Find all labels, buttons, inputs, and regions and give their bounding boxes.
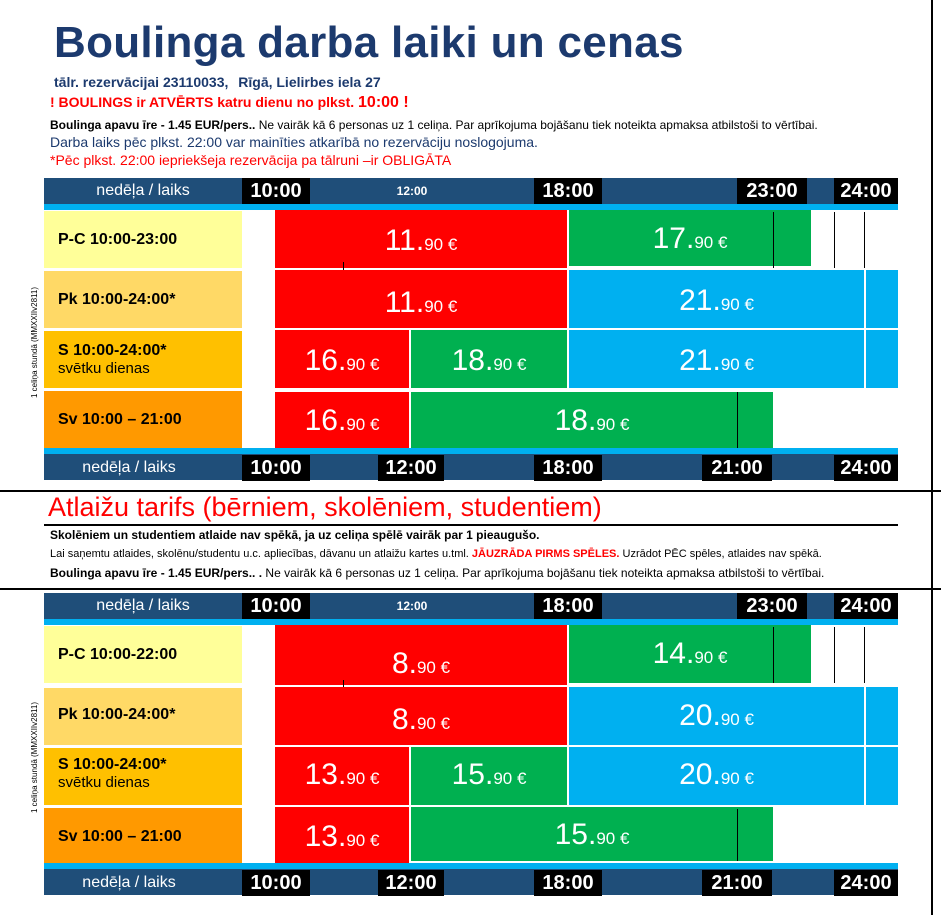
time-21: 21:00 xyxy=(702,870,772,896)
price-cell: 13.90 € xyxy=(275,747,409,805)
grid-line xyxy=(864,212,865,268)
grid-line xyxy=(864,627,865,683)
grid-line xyxy=(737,809,738,861)
price-cell-overflow xyxy=(866,330,898,388)
price-cell: 20.90 € xyxy=(569,747,864,805)
discount-line-2: Lai saņemtu atlaides, skolēnu/studentu u.c. apliecības, dāvanu un atlaižu kartes u.tml. JĀUZRĀDA PIRMS SPĒLES. Uzrādot PĒC spēles, atlaides nav spēkā. xyxy=(50,548,822,560)
section-divider xyxy=(0,588,941,590)
hours-note: Darba laiks pēc plkst. 22:00 var mainīties atkarībā no rezervāciju noslogojuma. xyxy=(50,134,538,150)
header-label: nedēļa / laiks xyxy=(82,459,176,476)
time-12: 12:00 xyxy=(396,184,428,198)
time-12: 12:00 xyxy=(378,870,444,896)
time-24: 24:00 xyxy=(834,455,898,481)
time-21: 21:00 xyxy=(702,455,772,481)
price-cell-overflow xyxy=(866,687,898,745)
time-10: 10:00 xyxy=(242,870,310,896)
day-label: Sv 10:00 – 21:00 xyxy=(44,807,242,863)
day-label: Pk 10:00-24:00* xyxy=(44,687,242,745)
price-cell-overflow xyxy=(866,747,898,805)
side-note-1: 1 celiņa stundā (MMXXIIv2811) xyxy=(30,286,39,398)
price-cell: 17.90 € xyxy=(569,210,811,266)
price-cell: 18.90 € xyxy=(411,392,773,448)
address: Rīgā, Lielirbes iela 27 xyxy=(238,74,381,90)
day-label: P-C 10:00-23:00 xyxy=(44,210,242,268)
side-note-2: 1 celiņa stundā (MMXXIIv2811) xyxy=(30,701,39,813)
discount-line-3: Boulinga apavu īre - 1.45 EUR/pers.. . Ne vairāk kā 6 personas uz 1 celiņa. Par aprīkojuma bojāšanu tiek noteikta apmaksa atbilstoši to vērtībai. xyxy=(50,566,825,580)
price-cell-overflow xyxy=(866,270,898,328)
price-cell: 21.90 € xyxy=(569,270,864,328)
reservation-note: *Pēc plkst. 22:00 iepriekšeja rezervācija pa tālruni –ir OBLIGĀTA xyxy=(50,152,452,168)
discount-line-1: Skolēniem un studentiem atlaide nav spēkā, ja uz celiņa spēlē vairāk par 1 pieaugušo. xyxy=(50,528,540,542)
day-label: Pk 10:00-24:00* xyxy=(44,270,242,328)
price-cell: 13.90 € xyxy=(275,807,409,863)
header-label: nedēļa / laiks xyxy=(82,874,176,891)
open-time: 10:00 ! xyxy=(358,94,409,111)
time-18: 18:00 xyxy=(534,870,602,896)
time-10: 10:00 xyxy=(242,593,310,619)
page-title: Boulinga darba laiki un cenas xyxy=(54,18,684,67)
header-label: nedēļa / laiks xyxy=(96,182,190,199)
contact-prefix: tālr. rezervācijai xyxy=(54,74,160,90)
day-label: S 10:00-24:00* svētku dienas xyxy=(44,747,242,805)
discount-title: Atlaižu tarifs (bērniem, skolēniem, studentiem) xyxy=(48,492,602,522)
page-border xyxy=(931,0,933,915)
price-cell: 16.90 € xyxy=(275,330,409,388)
day-label: P-C 10:00-22:00 xyxy=(44,625,242,683)
time-18: 18:00 xyxy=(534,593,602,619)
time-12: 12:00 xyxy=(378,455,444,481)
day-label: Sv 10:00 – 21:00 xyxy=(44,390,242,448)
header-label: nedēļa / laiks xyxy=(96,597,190,614)
price-cell: 18.90 € xyxy=(411,330,567,388)
time-10: 10:00 xyxy=(242,455,310,481)
price-cell: 16.90 € xyxy=(275,392,409,448)
grid-line xyxy=(834,627,835,683)
price-cell: 21.90 € xyxy=(569,330,864,388)
grid-line xyxy=(773,212,774,268)
price-cell: 11.90 € xyxy=(275,270,567,328)
time-24: 24:00 xyxy=(834,178,898,204)
phone-number: 23110033, xyxy=(162,74,229,90)
price-cell: 20.90 € xyxy=(569,687,864,745)
time-23: 23:00 xyxy=(737,593,807,619)
day-label: S 10:00-24:00* svētku dienas xyxy=(44,330,242,388)
time-24: 24:00 xyxy=(834,593,898,619)
time-18: 18:00 xyxy=(534,455,602,481)
time-24: 24:00 xyxy=(834,870,898,896)
grid-line xyxy=(773,627,774,683)
grid-line xyxy=(834,212,835,268)
price-cell: 8.90 € xyxy=(275,687,567,745)
open-notice: ! BOULINGS ir ATVĒRTS katru dienu no plkst. 10:00 ! xyxy=(50,94,409,111)
grid-line xyxy=(343,262,344,270)
section-divider xyxy=(44,524,898,526)
price-cell: 14.90 € xyxy=(569,625,811,683)
contact-line xyxy=(54,74,381,90)
price-cell: 15.90 € xyxy=(411,747,567,805)
time-12: 12:00 xyxy=(396,599,428,613)
price-cell: 11.90 € xyxy=(275,210,567,268)
time-18: 18:00 xyxy=(534,178,602,204)
time-10: 10:00 xyxy=(242,178,310,204)
time-23: 23:00 xyxy=(737,178,807,204)
price-cell: 15.90 € xyxy=(411,807,773,861)
grid-line xyxy=(737,392,738,448)
price-cell: 8.90 € xyxy=(275,625,567,685)
shoe-rent-line: Boulinga apavu īre - 1.45 EUR/pers.. Ne vairāk kā 6 personas uz 1 celiņa. Par aprīkojuma bojāšanu tiek noteikta apmaksa atbilstoši to vērtībai. xyxy=(50,118,818,132)
